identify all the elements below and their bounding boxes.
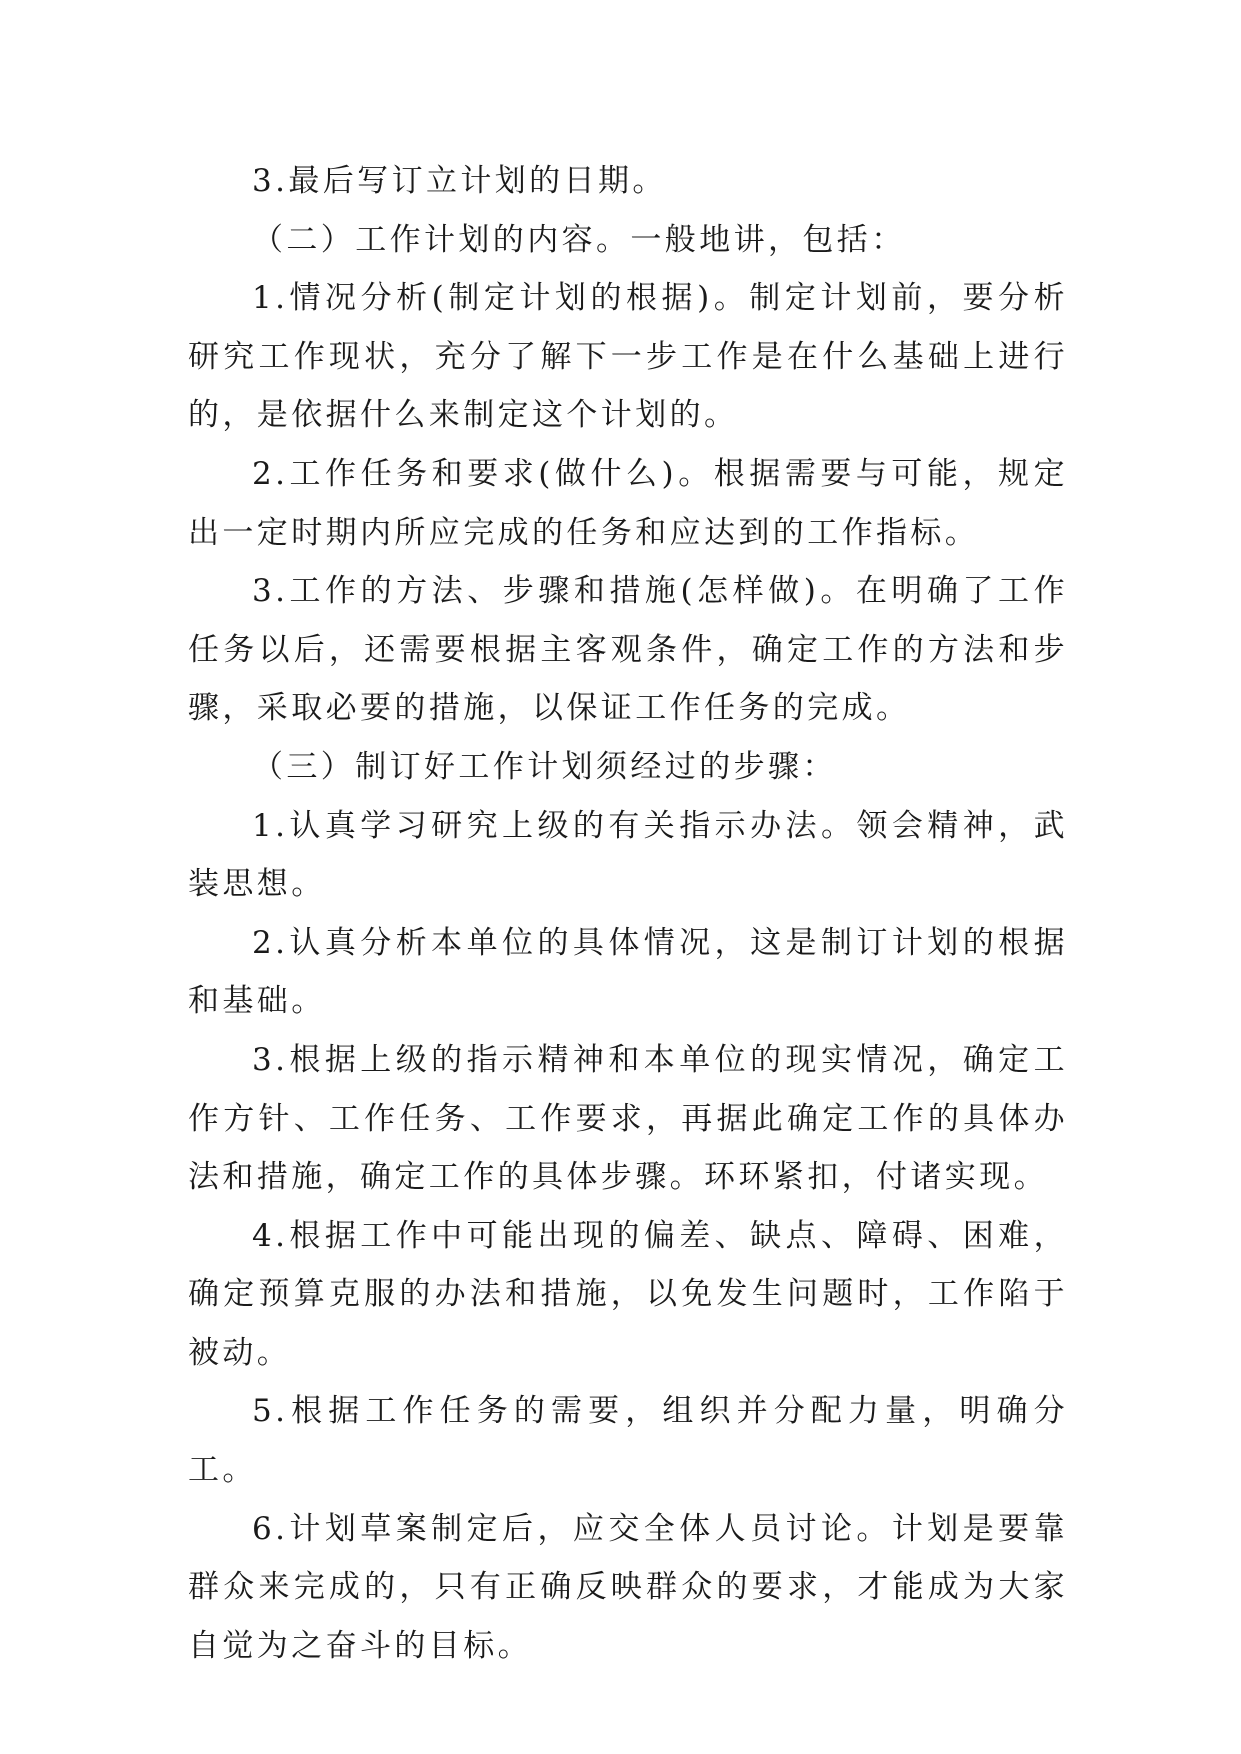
paragraph-date: 3.最后写订立计划的日期。 — [252, 163, 667, 199]
heading-plan-content: （二）工作计划的内容。一般地讲，包括： — [252, 221, 906, 258]
paragraph-analyze-unit: 2.认真分析本单位的具体情况，这是制订计划的根据和基础。 — [188, 924, 1068, 1020]
paragraph-organize-forces: 5.根据工作任务的需要，组织并分配力量，明确分工。 — [188, 1393, 1068, 1489]
document-body — [188, 152, 1068, 1675]
paragraph-determine-policy: 3.根据上级的指示精神和本单位的现实情况，确定工作方针、工作任务、工作要求，再据此确定工作的具体办法和措施，确定工作的具体步骤。环环紧扣，付诸实现。 — [188, 1041, 1068, 1196]
paragraph-discuss-draft: 6.计划草案制定后，应交全体人员讨论。计划是要靠群众来完成的，只有正确反映群众的要求，才能成为大家自觉为之奋斗的目标。 — [188, 1510, 1068, 1664]
paragraph-anticipate-problems: 4.根据工作中可能出现的偏差、缺点、障碍、困难，确定预算克服的办法和措施，以免发生问题时，工作陷于被动。 — [188, 1217, 1068, 1371]
paragraph-study-instructions: 1.认真学习研究上级的有关指示办法。领会精神，武装思想。 — [188, 807, 1068, 903]
paragraph-methods-steps: 3.工作的方法、步骤和措施(怎样做)。在明确了工作任务以后，还需要根据主客观条件，确定工作的方法和步骤，采取必要的措施，以保证工作任务的完成。 — [188, 573, 1068, 727]
heading-plan-steps: （三）制订好工作计划须经过的步骤： — [252, 748, 837, 785]
paragraph-situation-analysis: 1.情况分析(制定计划的根据)。制定计划前，要分析研究工作现状，充分了解下一步工作是在什么基础上进行的，是依据什么来制定这个计划的。 — [188, 280, 1068, 434]
paragraph-tasks-requirements: 2.工作任务和要求(做什么)。根据需要与可能，规定出一定时期内所应完成的任务和应达到的工作指标。 — [188, 455, 1068, 551]
